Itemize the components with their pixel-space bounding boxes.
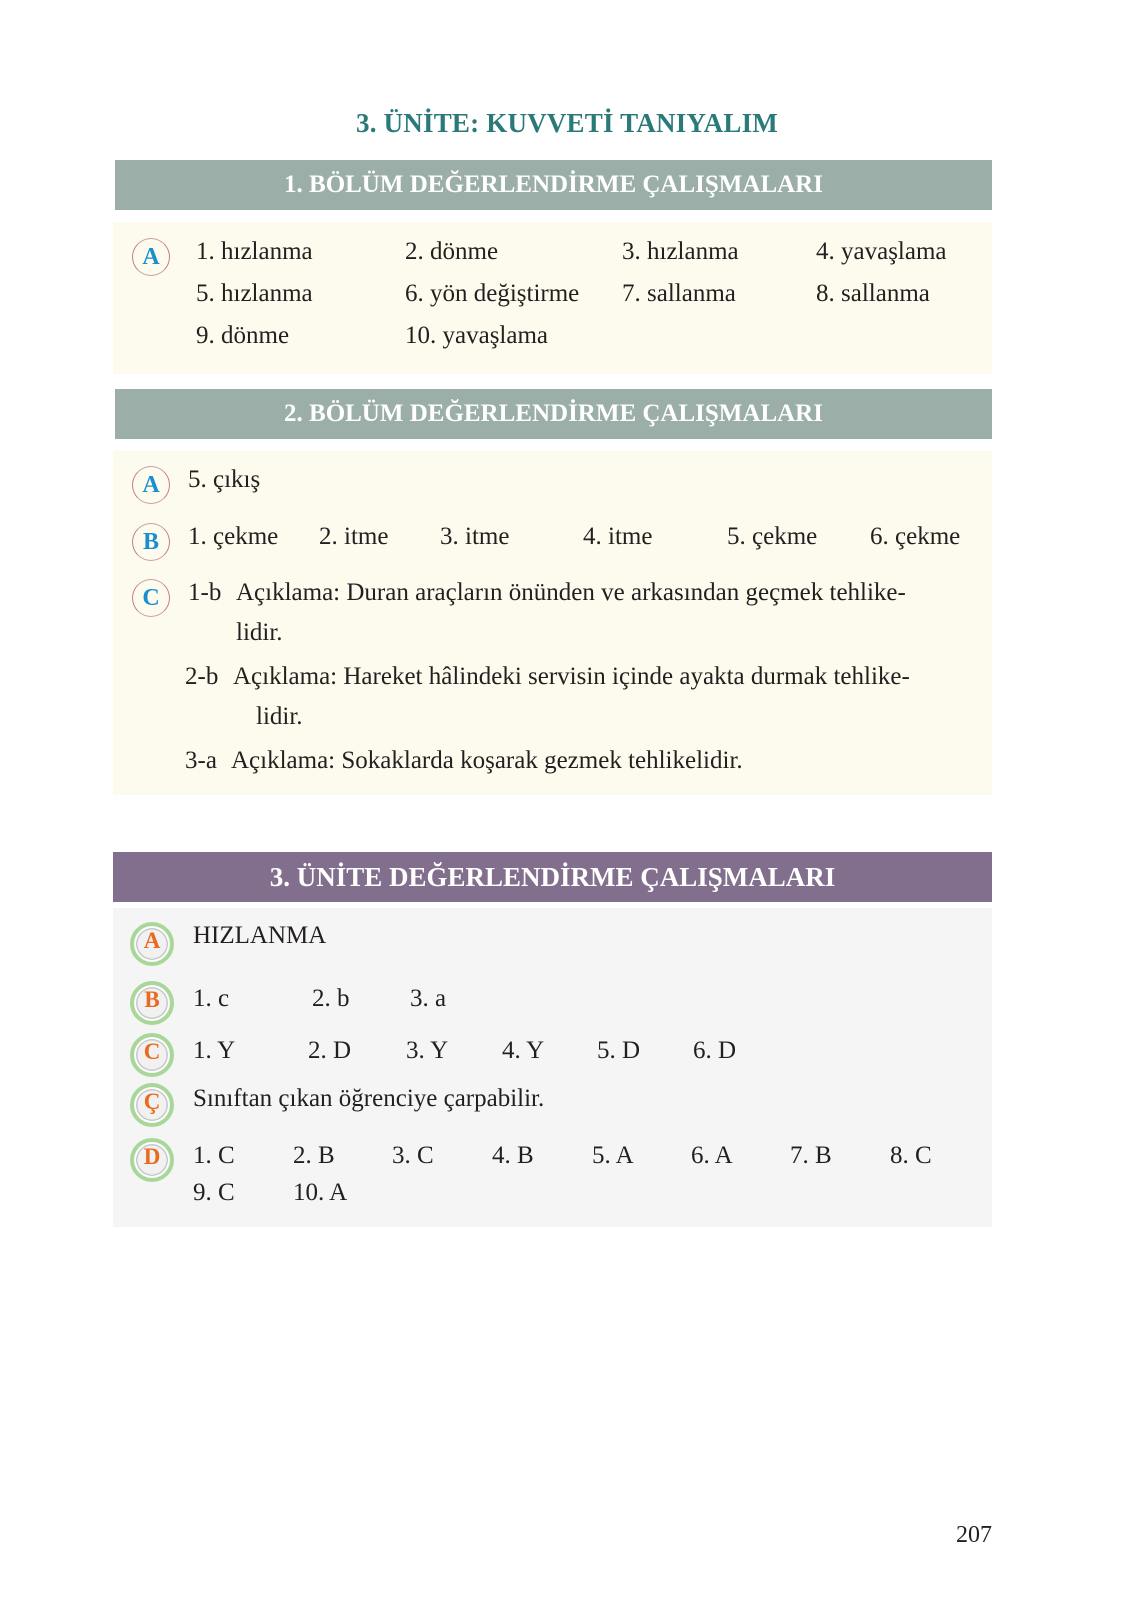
badge-d: D <box>130 1138 174 1182</box>
explanation-text: Açıklama: Sokaklarda koşarak gezmek tehlikelidir. <box>231 747 743 774</box>
section2-panel <box>113 451 992 795</box>
answer-item: 7. sallanma <box>622 280 736 307</box>
answer-item: 3. C <box>392 1142 434 1169</box>
answer-item: 5. çekme <box>727 523 818 550</box>
answer-item: 5. D <box>597 1037 641 1064</box>
badge-a: A <box>130 922 174 966</box>
answer-item: 7. B <box>790 1142 832 1169</box>
answer-item: HIZLANMA <box>193 922 327 949</box>
answer-item: 5. çıkış <box>188 466 261 493</box>
answer-item: 1. çekme <box>188 523 279 550</box>
explanation-text: Açıklama: Hareket hâlindeki servisin içinde ayakta durmak tehlike- <box>233 663 910 690</box>
answer-item: 9. dönme <box>196 322 290 349</box>
answer-item: 1. C <box>193 1142 235 1169</box>
section1-panel <box>113 222 992 374</box>
answer-item: 1. Y <box>193 1037 236 1064</box>
badge-c: C <box>130 1033 174 1077</box>
item-label: 2-b <box>185 663 219 690</box>
section3-header: 3. ÜNİTE DEĞERLENDİRME ÇALIŞMALARI <box>113 852 992 902</box>
answer-item: 2. b <box>312 985 350 1012</box>
answer-item: 6. A <box>691 1142 733 1169</box>
badge-a: A <box>132 466 170 504</box>
answer-item: 10. yavaşlama <box>405 322 549 349</box>
answer-item: 10. A <box>293 1179 348 1206</box>
item-label: 1-b <box>188 579 222 606</box>
answer-item: 6. yön değiştirme <box>405 280 580 307</box>
answer-item: 3. Y <box>406 1037 449 1064</box>
answer-item: 4. yavaşlama <box>816 238 947 265</box>
answer-item: 1. c <box>193 985 230 1012</box>
answer-item: 3. itme <box>440 523 510 550</box>
answer-item: 8. sallanma <box>816 280 930 307</box>
answer-item: 3. hızlanma <box>622 238 739 265</box>
badge-b: B <box>130 981 174 1025</box>
answer-item: 5. A <box>592 1142 634 1169</box>
section3-panel <box>113 908 992 1227</box>
page-number: 207 <box>956 1522 992 1548</box>
answer-item: 2. D <box>308 1037 352 1064</box>
explanation-text: lidir. <box>236 619 283 646</box>
explanation-text: Açıklama: Duran araçların önünden ve arkasından geçmek tehlike- <box>236 579 906 606</box>
badge-c-cedilla: Ç <box>130 1083 174 1127</box>
answer-item: 2. B <box>293 1142 335 1169</box>
answer-item: 9. C <box>193 1179 235 1206</box>
answer-item: 2. dönme <box>405 238 499 265</box>
answer-item: Sınıftan çıkan öğrenciye çarpabilir. <box>193 1085 545 1112</box>
section2-header: 2. BÖLÜM DEĞERLENDİRME ÇALIŞMALARI <box>115 389 992 439</box>
answer-item: 4. itme <box>583 523 653 550</box>
answer-item: 6. çekme <box>870 523 961 550</box>
badge-a: A <box>132 238 170 276</box>
explanation-text: lidir. <box>256 703 303 730</box>
answer-item: 2. itme <box>319 523 389 550</box>
answer-item: 4. B <box>492 1142 534 1169</box>
answer-item: 8. C <box>890 1142 932 1169</box>
answer-item: 5. hızlanma <box>196 280 313 307</box>
answer-item: 4. Y <box>502 1037 545 1064</box>
section1-header: 1. BÖLÜM DEĞERLENDİRME ÇALIŞMALARI <box>115 160 992 210</box>
badge-b: B <box>132 523 170 561</box>
answer-item: 3. a <box>410 985 447 1012</box>
answer-item: 6. D <box>693 1037 737 1064</box>
answer-item: 1. hızlanma <box>196 238 313 265</box>
unit-title: 3. ÜNİTE: KUVVETİ TANIYALIM <box>356 108 778 138</box>
item-label: 3-a <box>185 747 217 774</box>
badge-c: C <box>132 579 170 617</box>
